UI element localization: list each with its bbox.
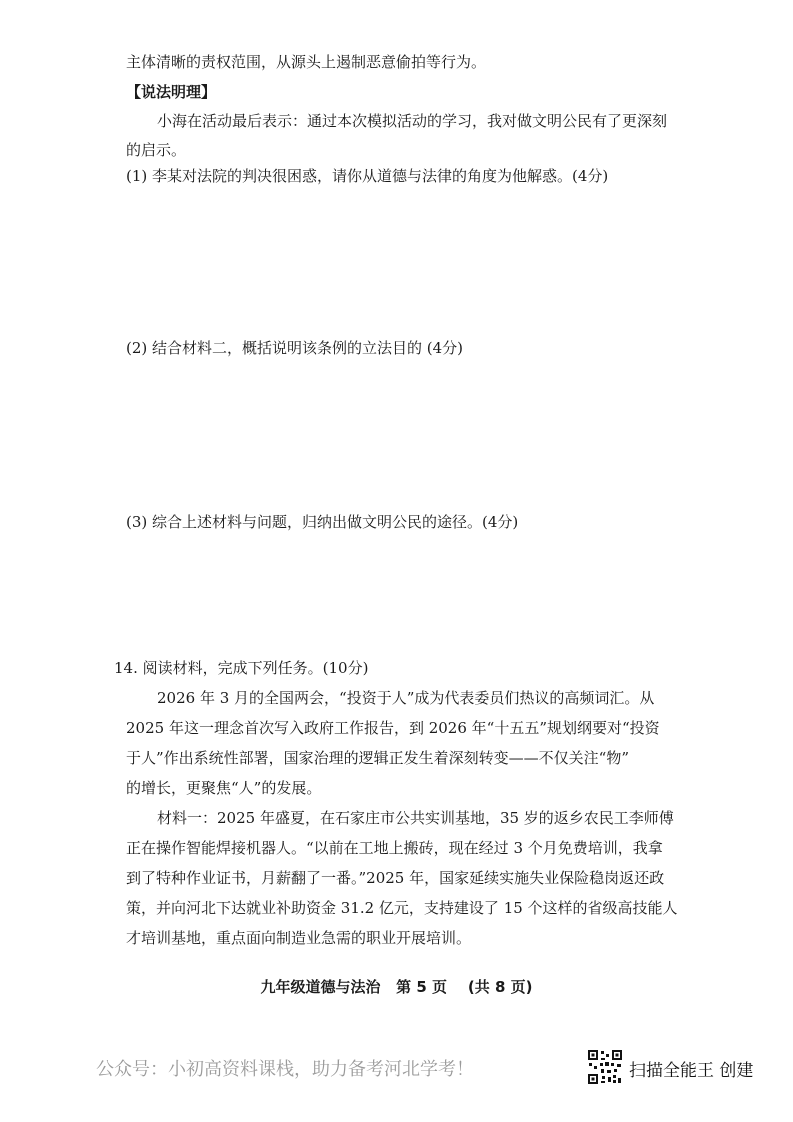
scan-app-label: 扫描全能王 创建 xyxy=(629,1061,754,1081)
page-footer: 九年级道德与法治 第 5 页 (共 8 页) xyxy=(260,978,533,996)
prompt-line-1: 小海在活动最后表示：通过本次模拟活动的学习，我对做文明公民有了更深刻 xyxy=(157,112,668,130)
watermark-text: 公众号：小初高资料课栈，助力备考河北学考！ xyxy=(96,1059,474,1080)
paragraph-1-line-1: 2026 年 3 月的全国两会，“投资于人”成为代表委员们热议的高频词汇。从 xyxy=(157,689,655,707)
paragraph-2-line-4: 策，并向河北下达就业补助资金 31.2 亿元，支持建设了 15 个这样的省级高技能人 xyxy=(126,899,678,917)
qr-code-icon xyxy=(587,1049,623,1085)
paragraph-1-line-2: 2025 年这一理念首次写入政府工作报告，到 2026 年“十五五”规划纲要对“投资 xyxy=(126,719,660,737)
prompt-line-2: 的启示。 xyxy=(126,141,187,159)
paragraph-2-line-2: 正在操作智能焊接机器人。“以前在工地上搬砖，现在经过 3 个月免费培训，我拿 xyxy=(126,839,663,857)
section-heading: 【说法明理】 xyxy=(126,83,217,101)
paragraph-1-line-4: 的增长，更聚焦“人”的发展。 xyxy=(126,779,322,797)
question-3: (3) 综合上述材料与问题，归纳出做文明公民的途径。(4分) xyxy=(126,513,519,531)
intro-line: 主体清晰的责权范围，从源头上遏制恶意偷拍等行为。 xyxy=(126,53,487,71)
paragraph-2-line-5: 才培训基地，重点面向制造业急需的职业开展培训。 xyxy=(126,929,472,947)
paragraph-1-line-3: 于人”作出系统性部署，国家治理的逻辑正发生着深刻转变——不仅关注“物” xyxy=(126,749,630,767)
paragraph-2-line-1: 材料一：2025 年盛夏，在石家庄市公共实训基地，35 岁的返乡农民工李师傅 xyxy=(157,809,674,827)
question-2: (2) 结合材料二，概括说明该条例的立法目的 (4分) xyxy=(126,339,464,357)
question-1: (1) 李某对法院的判决很困惑，请你从道德与法律的角度为他解惑。(4分) xyxy=(126,167,609,185)
question-14-title: 14. 阅读材料，完成下列任务。(10分) xyxy=(114,659,369,677)
paragraph-2-line-3: 到了特种作业证书，月薪翻了一番。”2025 年，国家延续实施失业保险稳岗返还政 xyxy=(126,869,665,887)
